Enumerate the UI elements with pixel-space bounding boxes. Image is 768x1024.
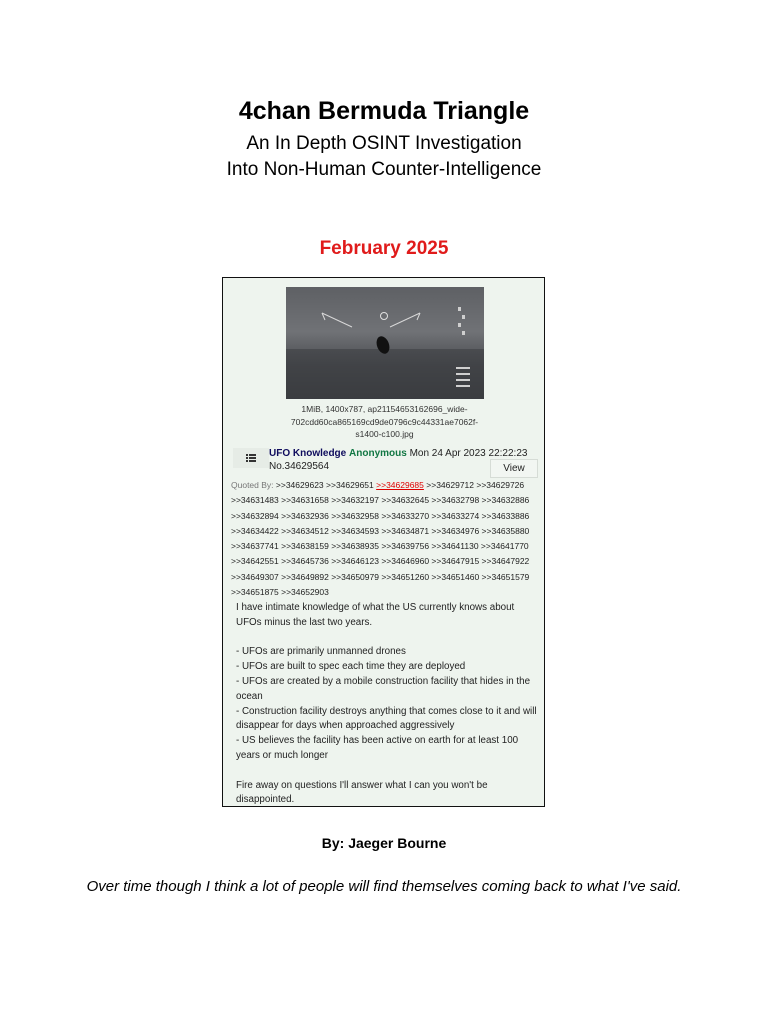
post-datetime: Mon 24 Apr 2023 22:22:23: [409, 448, 528, 459]
document-subtitle-line2: Into Non-Human Counter-Intelligence: [226, 159, 542, 180]
quote-link-row[interactable]: >>34649307 >>34649892 >>34650979 >>34651260 >>34651460 >>34651579: [231, 571, 530, 582]
quote-link[interactable]: >>34629712 >>34629726: [426, 480, 525, 490]
post-subject: UFO Knowledge: [269, 448, 347, 459]
menu-icon: [246, 454, 256, 462]
post-menu-button[interactable]: [233, 448, 269, 468]
quote-link-highlighted[interactable]: >>34629685: [376, 480, 424, 490]
quote-link-row[interactable]: >>34651875 >>34652903: [231, 587, 329, 598]
quote-link-row[interactable]: >>34634422 >>34634512 >>34634593 >>34634871 >>34634976 >>34635880: [231, 525, 530, 536]
post-point: - UFOs are primarily unmanned drones: [236, 646, 406, 658]
ufo-image: [286, 287, 484, 399]
post-point: - US believes the facility has been active on earth for at least 100 years or much longer: [236, 735, 519, 761]
post-outro: Fire away on questions I'll answer what I can you won't be disappointed.: [236, 779, 488, 806]
poster-name: Anonymous: [349, 448, 407, 459]
quote-link-row[interactable]: >>34642551 >>34645736 >>34646123 >>34646960 >>34647915 >>34647922: [231, 556, 530, 567]
document-subtitle-line1: An In Depth OSINT Investigation: [246, 133, 522, 154]
file-info-line: s1400-c100.jpg: [355, 429, 414, 439]
file-info: [253, 403, 516, 441]
post-body: [236, 601, 542, 807]
post-number[interactable]: No.34629564: [269, 460, 330, 472]
quote-link-row[interactable]: >>34632894 >>34632936 >>34632958 >>34633270 >>34633274 >>34633886: [231, 510, 530, 521]
file-info-line: 702cdd60ca865169cd9de0796c9c44331ae7062f-: [290, 416, 479, 427]
quote-link-row[interactable]: >>34631483 >>34631658 >>34632197 >>34632645 >>34632798 >>34632886: [231, 495, 530, 506]
quote-link-row[interactable]: >>34637741 >>34638159 >>34638935 >>34639756 >>34641130 >>34641770: [231, 541, 529, 552]
view-button[interactable]: View: [490, 459, 538, 478]
quote-link[interactable]: >>34629623 >>34629651: [275, 480, 374, 490]
post-point: - Construction facility destroys anything that comes close to it and will disappear for days when approached aggressively: [236, 705, 537, 732]
post-intro: I have intimate knowledge of what the US currently knows about UFOs minus the last two years.: [236, 602, 515, 628]
document-title: 4chan Bermuda Triangle: [238, 97, 530, 125]
ufo-footage-graphic: [286, 287, 484, 399]
epigraph-quote: Over time though I think a lot of people will find themselves coming back to what I've said.: [86, 878, 682, 895]
post-point: - UFOs are built to spec each time they are deployed: [236, 661, 466, 673]
file-info-line: 1MiB, 1400x787, ap21154653162696_wide-: [301, 404, 468, 414]
post-point: - UFOs are created by a mobile construction facility that hides in the ocean: [236, 675, 531, 702]
author-byline: By: Jaeger Bourne: [321, 835, 447, 851]
document-date: February 2025: [319, 238, 449, 259]
quoted-by-label: Quoted By:: [231, 480, 274, 490]
quoted-by-list: [231, 478, 543, 600]
post-screenshot: [222, 277, 545, 807]
